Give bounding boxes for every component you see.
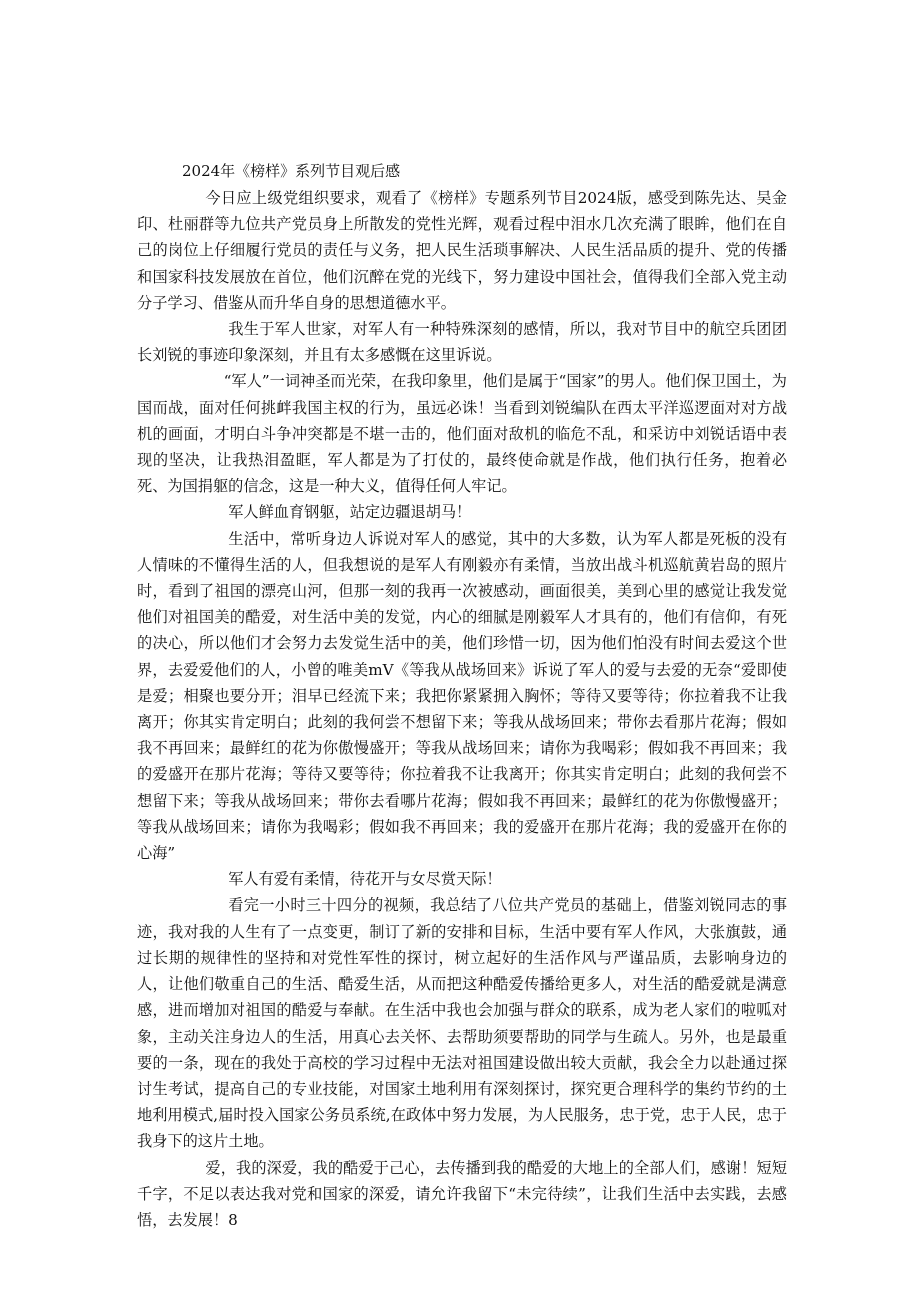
paragraph-military-family: 我生于军人世家，对军人有一种特殊深刻的感情，所以，我对节目中的航空兵团团长刘锐的事迹印象深刻，并且有太多感慨在这里诉说。 xyxy=(137,320,787,365)
paragraph-personal-plan: 看完一小时三十四分的视频，我总结了八位共产党员的基础上，借鉴刘锐同志的事迹，我对我的人生有了一点变更，制订了新的安排和目标，生活中要有军人作风，大张旗鼓，通过长期的规律性的坚持和对党性军性的探讨，树立起好的生活作风与严谨品质，去影响身边的人，让他们敬重自己的生活、酷爱生活，从而把这种酷爱传播给更多人，对生活的酷爱就是满意感，进而增加对祖国的酷爱与奉献。在生活中我也会加强与群众的联系，成为老人家们的啦呱对象，主动关注身边人的生活，用真心去关怀、去帮助须要帮助的同学与生疏人。另外，也是最重要的一条，现在的我处于高校的学习过程中无法对祖国建设做出较大贡献，我会全力以赴通过探讨生考试，提高自己的专业技能，对国家土地利用有深刻探讨，探究更合理科学的集约节约的土地利用模式,届时投入国家公务员系统,在政体中努力发展，为人民服务，忠于党，忠于人民，忠于我身下的这片土地。 xyxy=(137,896,787,1151)
document-title: 2024年《榜样》系列节目观后感 xyxy=(182,162,401,180)
document-page xyxy=(137,158,787,1233)
paragraph-soldier-tenderness: 生活中，常听身边人诉说对军人的感觉，其中的大多数，认为军人都是死板的没有人情味的不懂得生活的人，但我想说的是军人有刚毅亦有柔情，当放出战斗机巡航黄岩岛的照片时，看到了祖国的漂亮山河，但那一刻的我再一次被感动，画面很美，美到心里的感觉让我发觉他们对祖国美的酷爱，对生活中美的发觉，内心的细腻是刚毅军人才具有的，他们有信仰，有死的决心，所以他们才会努力去发觉生活中的美，他们珍惜一切，因为他们怕没有时间去爱这个世界，去爱爱他们的人，小曾的唯美mV《等我从战场回来》诉说了军人的爱与去爱的无奈“爱即使是爱；相聚也要分开；泪早已经流下来；我把你紧紧拥入胸怀；等待又要等待；你拉着我不让我离开；你其实肯定明白；此刻的我何尝不想留下来；等我从战场回来；带你去看那片花海；假如我不再回来；最鲜红的花为你傲慢盛开；等我从战场回来；请你为我喝彩；假如我不再回来；我的爱盛开在那片花海；等待又要等待；你拉着我不让我离开；你其实肯定明白；此刻的我何尝不想留下来；等我从战场回来；带你去看哪片花海；假如我不再回来；最鲜红的花为你傲慢盛开；等我从战场回来；请你为我喝彩；假如我不再回来；我的爱盛开在那片花海；我的爱盛开在你的心海” xyxy=(137,529,787,863)
paragraph-closing: 爱，我的深爱，我的酷爱于己心，去传播到我的酷爱的大地上的全部人们，感谢！短短千字，不足以表达我对党和国家的深爱，请允许我留下“未完待续”，让我们生活中去实践，去感悟，去发展！8 xyxy=(137,1158,787,1229)
paragraph-slogan-1: 军人鲜血育钢躯，站定边疆退胡马！ xyxy=(228,503,472,522)
paragraph-slogan-2: 军人有爱有柔情，待花开与女尽赏天际！ xyxy=(228,870,502,889)
paragraph-soldier-meaning: “军人”一词神圣而光荣，在我印象里，他们是属于“国家”的男人。他们保卫国土，为国而战，面对任何挑衅我国主权的行为，虽远必诛！当看到刘锐编队在西太平洋巡逻面对对方战机的画面，才明白斗争冲突都是不堪一击的，他们面对敌机的临危不乱，和采访中刘锐话语中表现的坚决，让我热泪盈眶，军人都是为了打仗的，最终使命就是作战，他们执行任务，抱着必死、为国捐躯的信念，这是一种大义，值得任何人牢记。 xyxy=(137,372,787,496)
paragraph-intro: 今日应上级党组织要求，观看了《榜样》专题系列节目2024版，感受到陈先达、吴金印、杜丽群等九位共产党员身上所散发的党性光辉，观看过程中泪水几次充满了眼眸，他们在自己的岗位上仔细履行党员的责任与义务，把人民生活琐事解决、人民生活品质的提升、党的传播和国家科技发展放在首位，他们沉醉在党的光线下，努力建设中国社会，值得我们全部入党主动分子学习、借鉴从而升华自身的思想道德水平。 xyxy=(137,189,787,312)
